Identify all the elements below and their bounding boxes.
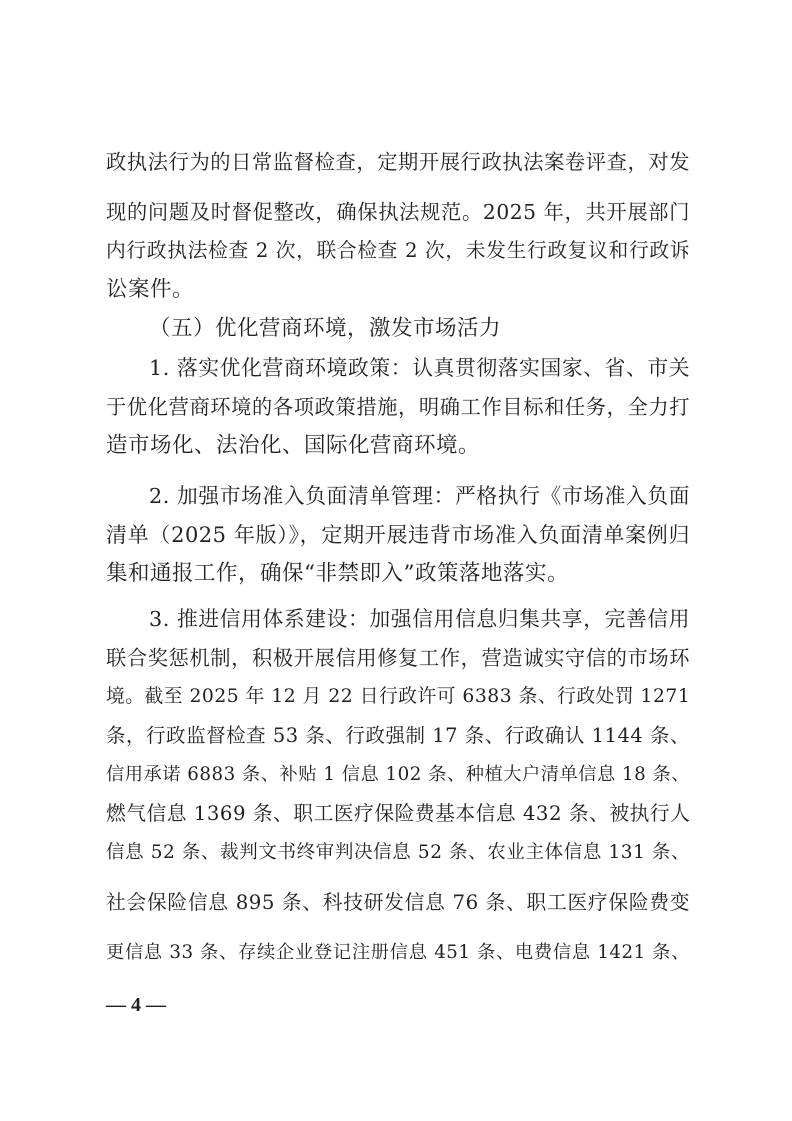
item-3-line-6: 燃气信息 1369 条、职工医疗保险费基本信息 432 条、被执行人 — [106, 802, 691, 825]
item-1-line-2: 于优化营商环境的各项政策措施，明确工作目标和任务，全力打 — [106, 395, 690, 419]
item-2-line-1: 2. 加强市场准入负面清单管理：严格执行《市场准入负面 — [149, 484, 690, 508]
item-2-line-2: 清单（2025 年版）》，定期开展违背市场准入负面清单案例归 — [106, 523, 690, 547]
item-2-line-3: 集和通报工作，确保“非禁即入”政策落地落实。 — [106, 561, 569, 586]
item-3-line-9: 更信息 33 条、存续企业登记注册信息 451 条、电费信息 1421 条、 — [106, 942, 690, 963]
paragraph-line-2: 现的问题及时督促整改，确保执法规范。2025 年，共开展部门 — [106, 200, 690, 224]
paragraph-line-4: 讼案件。 — [106, 277, 195, 302]
item-3-line-7: 信息 52 条、裁判文书终审判决信息 52 条、农业主体信息 131 条、 — [106, 842, 690, 863]
item-3-line-1: 3. 推进信用体系建设：加强信用信息归集共享，完善信用 — [149, 607, 690, 631]
paragraph-line-1: 政执法行为的日常监督检查，定期开展行政执法案卷评查，对发 — [106, 150, 690, 174]
item-3-line-8: 社会保险信息 895 条、科技研发信息 76 条、职工医疗保险费变 — [106, 891, 690, 914]
item-3-line-2: 联合奖惩机制，积极开展信用修复工作，营造诚实守信的市场环 — [106, 646, 690, 670]
item-3-line-5: 信用承诺 6883 条、补贴 1 信息 102 条、种植大户清单信息 18 条、 — [106, 764, 691, 785]
item-3-line-4: 条，行政监督检查 53 条、行政强制 17 条、行政确认 1144 条、 — [106, 724, 690, 747]
page-number: — 4 — — [106, 994, 166, 1016]
paragraph-line-3: 内行政执法检查 2 次，联合检查 2 次，未发生行政复议和行政诉 — [106, 239, 690, 262]
item-3-line-3: 境。截至 2025 年 12 月 22 日行政许可 6383 条、行政处罚 1271 — [106, 686, 691, 707]
item-1-line-1: 1. 落实优化营商环境政策：认真贯彻落实国家、省、市关 — [149, 356, 690, 380]
item-1-line-3: 造市场化、法治化、国际化营商环境。 — [106, 433, 481, 458]
section-heading: （五）优化营商环境，激发市场活力 — [149, 316, 502, 341]
